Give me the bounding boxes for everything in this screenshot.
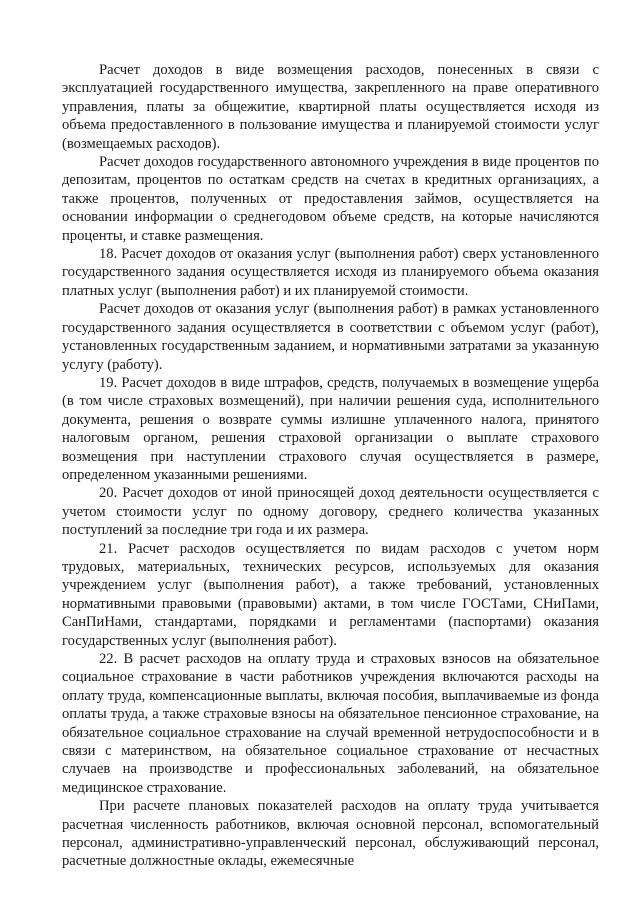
paragraph-20: 20. Расчет доходов от иной приносящей доход деятельности осуществляется с учетом стоимости услуг по одному договору, среднего количества указанных поступлений за последние три года и их размера. [62,485,599,539]
paragraph-18: 18. Расчет доходов от оказания услуг (выполнения работ) сверх установленного государственного задания осуществляется исходя из планируемого объема оказания платных услуг (выполнения работ) и их планируемой стоимости. [62,246,599,299]
paragraph-19: 19. Расчет доходов в виде штрафов, средств, получаемых в возмещение ущерба (в том числе страховых возмещений), при наличии решения суда, исполнительного документа, решения о возврате суммы излишне уплаченного налога, принятого налоговым органом, решения страховой организации о выплате страхового возмещения при наступлении страхового случая осуществляется в размере, определенном указанными решениями. [62,374,599,483]
paragraph-22-payroll-planning: При расчете плановых показателей расходов на оплату труда учитывается расчетная численность работников, включая основной персонал, вспомогательный персонал, административно-управленческий персонал, обслуживающий персонал, расчетные должностные оклады, ежемесячные [62,798,599,870]
paragraph-21: 21. Расчет расходов осуществляется по видам расходов с учетом норм трудовых, материальных, технических ресурсов, используемых для оказания учреждением услуг (выполнения работ), а также требований, установленных нормативными правовыми (правовыми) актами, в том числе ГОСТами, СНиПами, СанПиНами, стандартами, порядками и регламентами (паспортами) оказания государственных услуг (выполнения работ). [62,540,599,649]
paragraph-income-reimbursement: Расчет доходов в виде возмещения расходов, понесенных в связи с эксплуатацией государственного имущества, закрепленного на праве оперативного управления, платы за общежитие, квартирной платы осуществляется исходя из объема предоставленного в пользование имущества и планируемой стоимости услуг (возмещаемых расходов). [62,62,599,152]
document-page [62,61,599,871]
paragraph-18-state-task: Расчет доходов от оказания услуг (выполнения работ) в рамках установленного государственного задания осуществляется в соответствии с объемом услуг (работ), установленных государственным заданием, и нормативными затратами за указанную услугу (работу). [62,301,599,373]
paragraph-22: 22. В расчет расходов на оплату труда и страховых взносов на обязательное социальное страхование в части работников учреждения включаются расходы на оплату труда, компенсационные выплаты, включая пособия, выплачиваемые из фонда оплаты труда, а также страховые взносы на обязательное пенсионное страхование, на обязательное социальное страхование на случай временной нетрудоспособности и в связи с материнством, на обязательное социальное страхование от несчастных случаев на производстве и профессиональных заболеваний, на обязательное медицинское страхование. [62,651,599,796]
paragraph-income-interest: Расчет доходов государственного автономного учреждения в виде процентов по депозитам, процентов по остаткам средств на счетах в кредитных организациях, а также процентов, полученных от предоставления займов, осуществляется на основании информации о среднегодовом объеме средств, на которые начисляются проценты, и ставке размещения. [62,154,599,244]
